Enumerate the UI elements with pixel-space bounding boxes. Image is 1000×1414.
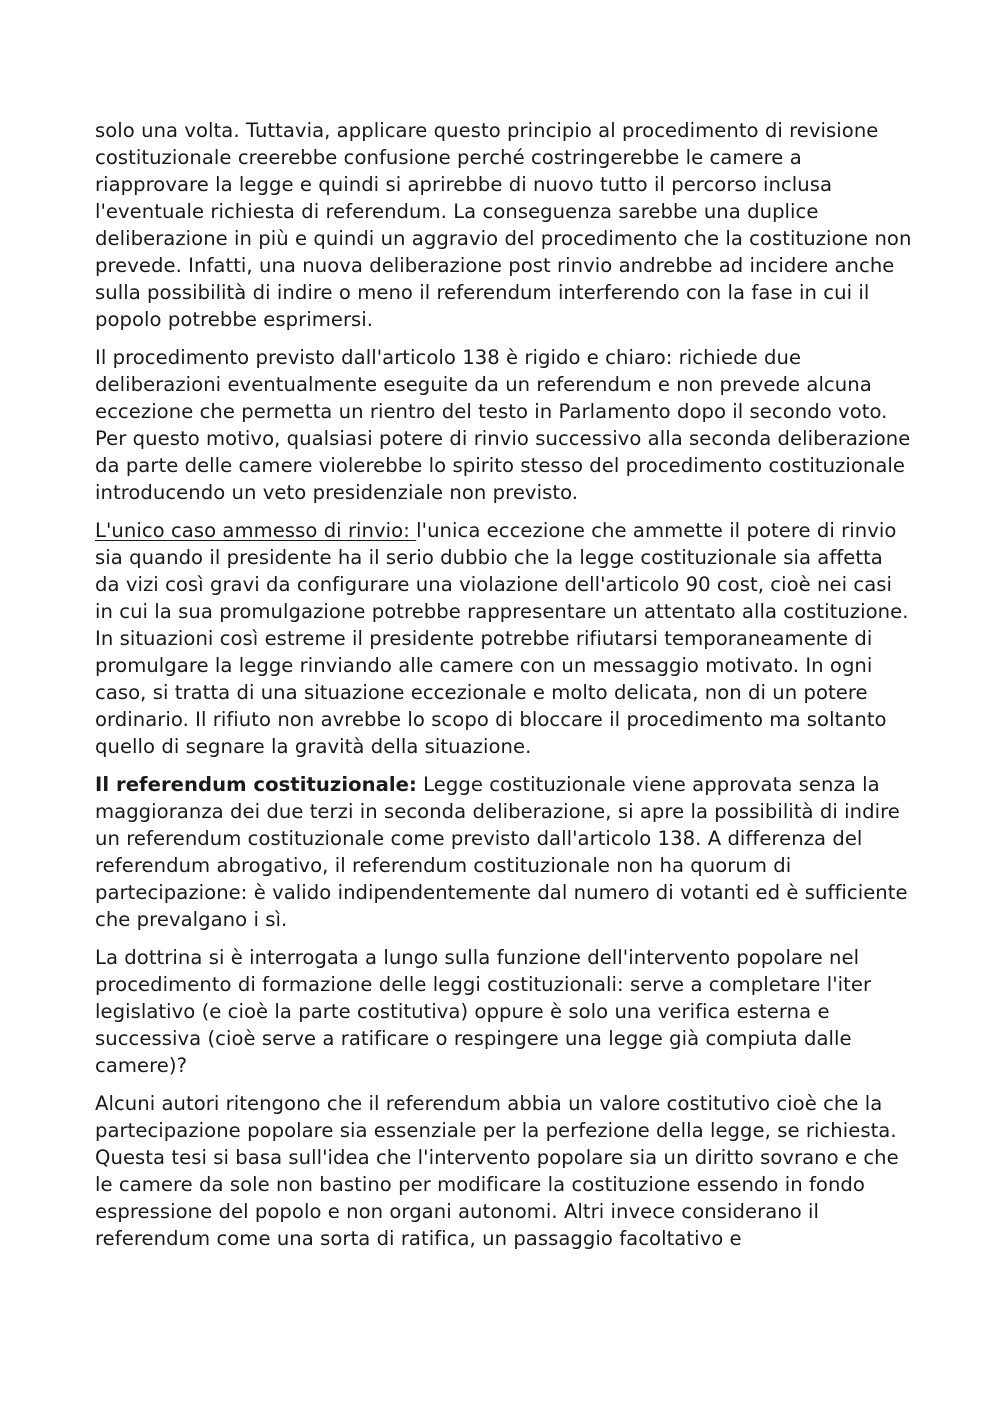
- paragraph-3: [95, 517, 913, 760]
- paragraph-4: [95, 771, 913, 933]
- document-page: [95, 117, 913, 1263]
- paragraph-3-heading: L'unico caso ammesso di rinvio:: [95, 519, 417, 542]
- paragraph-4-body: Legge costituzionale viene approvata senza la maggioranza dei due terzi in seconda deliberazione, si apre la possibilità di indire un referendum costituzionale come previsto dall'articolo 138. A differenza del referendum abrogativo, il referendum costituzionale non ha quorum di partecipazione: è valido indipendentemente dal numero di votanti ed è sufficiente che prevalgano i sì.: [95, 773, 908, 931]
- paragraph-2: Il procedimento previsto dall'articolo 138 è rigido e chiaro: richiede due deliberazioni eventualmente eseguite da un referendum e non prevede alcuna eccezione che permetta un rientro del testo in Parlamento dopo il secondo voto. Per questo motivo, qualsiasi potere di rinvio successivo alla seconda deliberazione da parte delle camere violerebbe lo spirito stesso del procedimento costituzionale introducendo un veto presidenziale non previsto.: [95, 346, 911, 504]
- paragraph-6: Alcuni autori ritengono che il referendum abbia un valore costitutivo cioè che la partecipazione popolare sia essenziale per la perfezione della legge, se richiesta. Questa tesi si basa sull'idea che l'intervento popolare sia un diritto sovrano e che le camere da sole non bastino per modificare la costituzione essendo in fondo espressione del popolo e non organi autonomi. Altri invece considerano il referendum come una sorta di ratifica, un passaggio facoltativo e: [95, 1092, 899, 1250]
- paragraph-3-body: l'unica eccezione che ammette il potere di rinvio sia quando il presidente ha il serio dubbio che la legge costituzionale sia affetta da vizi così gravi da configurare una violazione dell'articolo 90 cost, cioè nei casi in cui la sua promulgazione potrebbe rappresentare un attentato alla costituzione. In situazioni così estreme il presidente potrebbe rifiutarsi temporaneamente di promulgare la legge rinviando alle camere con un messaggio motivato. In ogni caso, si tratta di una situazione eccezionale e molto delicata, non di un potere ordinario. Il rifiuto non avrebbe lo scopo di bloccare il procedimento ma soltanto quello di segnare la gravità della situazione.: [95, 519, 909, 758]
- paragraph-1: solo una volta. Tuttavia, applicare questo principio al procedimento di revisione costituzionale creerebbe confusione perché costringerebbe le camere a riapprovare la legge e quindi si aprirebbe di nuovo tutto il percorso inclusa l'eventuale richiesta di referendum. La conseguenza sarebbe una duplice deliberazione in più e quindi un aggravio del procedimento che la costituzione non prevede. Infatti, una nuova deliberazione post rinvio andrebbe ad incidere anche sulla possibilità di indire o meno il referendum interferendo con la fase in cui il popolo potrebbe esprimersi.: [95, 119, 912, 331]
- paragraph-5: La dottrina si è interrogata a lungo sulla funzione dell'intervento popolare nel procedimento di formazione delle leggi costituzionali: serve a completare l'iter legislativo (e cioè la parte costitutiva) oppure è solo una verifica esterna e successiva (cioè serve a ratificare o respingere una legge già compiuta dalle camere)?: [95, 946, 872, 1077]
- paragraph-4-heading: Il referendum costituzionale:: [95, 773, 417, 796]
